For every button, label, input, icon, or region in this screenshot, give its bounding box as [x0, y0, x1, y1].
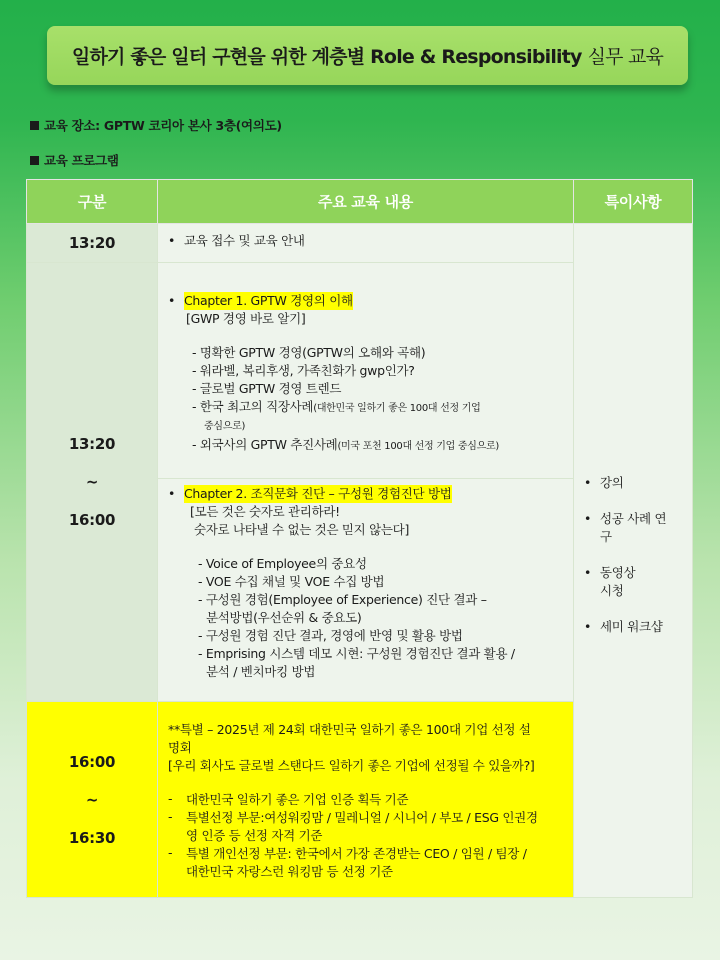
header-notes: 특이사항	[574, 180, 693, 224]
time-cell: 16:00 ~ 16:30	[27, 702, 158, 898]
content-cell: • 교육 접수 및 교육 안내	[158, 224, 574, 263]
time-cell: 13:20	[27, 224, 158, 263]
info-location	[30, 116, 282, 134]
location-text: 교육 장소: GPTW 코리아 본사 3층(여의도)	[44, 118, 282, 133]
table-header-row	[27, 180, 693, 224]
square-bullet-icon	[30, 121, 39, 130]
list-item: • 세미 워크샵	[584, 618, 663, 634]
program-table	[26, 179, 693, 898]
list-item: • 동영상 시청	[584, 564, 636, 598]
chapter2-heading: Chapter 2. 조직문화 진단 – 구성원 경험진단 방법	[184, 486, 452, 501]
title-suffix: 실무 교육	[587, 46, 664, 68]
list-item: - 특별 개인선정 부문: 한국에서 가장 존경받는 CEO / 임원 / 팀장 / 대한민국 자랑스런 워킹맘 등 선정 기준	[168, 845, 527, 879]
content-cell: • Chapter 1. GPTW 경영의 이해 [GWP 경영 바로 알기] - 명확한 GPTW 경영(GPTW의 오해와 곡해) - 워라벨, 복리후생, 가족친화가 gwp인가? - 글로벌 GPTW 경영 트렌드 - 한국 최고의 직장사례(대한민국 일하기 좋은 100대 선정 기업 중심으로) - 외국사의 GPTW 추진사례(미국 포천 100대 선정 기업 중심으로)	[158, 263, 574, 479]
info-program	[30, 151, 119, 169]
title-banner	[47, 26, 688, 85]
program-text: 교육 프로그램	[44, 153, 119, 168]
content-cell: • Chapter 2. 조직문화 진단 – 구성원 경험진단 방법 [모든 것은 숫자로 관리하라! 숫자로 나타낼 수 없는 것은 믿지 않는다] - Voice of Employee의 중요성 - VOE 수집 채널 및 VOE 수집 방법 - 구성원 경험(Employee of Experience) 진단 결과 – 분석방법(우선순위 & 중요도) - 구성원 경험 진단 결과, 경영에 반영 및 활용 방법 - Emprising 시스템 데모 시현: 구성원 경험진단 결과 활용 / 분석 / 벤치마킹 방법	[158, 479, 574, 702]
header-content: 주요 교육 내용	[158, 180, 574, 224]
time-cell: 13:20 ~ 16:00	[27, 263, 158, 702]
header-category: 구분	[27, 180, 158, 224]
title-main: 일하기 좋은 일터 구현을 위한 계층별 Role & Responsibility	[71, 46, 582, 68]
list-item: • 강의	[584, 474, 624, 490]
table-row	[27, 224, 693, 263]
notes-cell	[574, 224, 693, 898]
square-bullet-icon	[30, 156, 39, 165]
chapter1-heading: Chapter 1. GPTW 경영의 이해	[184, 293, 353, 308]
list-item: - 대한민국 일하기 좋은 기업 인증 획득 기준	[168, 791, 409, 807]
special-content-cell: **특별 – 2025년 제 24회 대한민국 일하기 좋은 100대 기업 선정 설 명회 [우리 회사도 글로벌 스탠다드 일하기 좋은 기업에 선정될 수 있을까?] - 대한민국 일하기 좋은 기업 인증 획득 기준 - 특별선정 부문:여성워킹맘 / 밀레니얼 / 시니어 / 부모 / ESG 인권경 영 인증 등 선정 자격 기준 - 특별 개인선정 부문: 한국에서 가장 존경받는 CEO / 임원 / 팀장 / 대한민국 자랑스런 워킹맘 등 선정 기준	[158, 702, 574, 898]
row1-content: 교육 접수 및 교육 안내	[184, 233, 305, 248]
list-item: • 성공 사례 연 구	[584, 510, 667, 544]
list-item: - 특별선정 부문:여성워킹맘 / 밀레니얼 / 시니어 / 부모 / ESG 인권경 영 인증 등 선정 자격 기준	[168, 809, 538, 843]
